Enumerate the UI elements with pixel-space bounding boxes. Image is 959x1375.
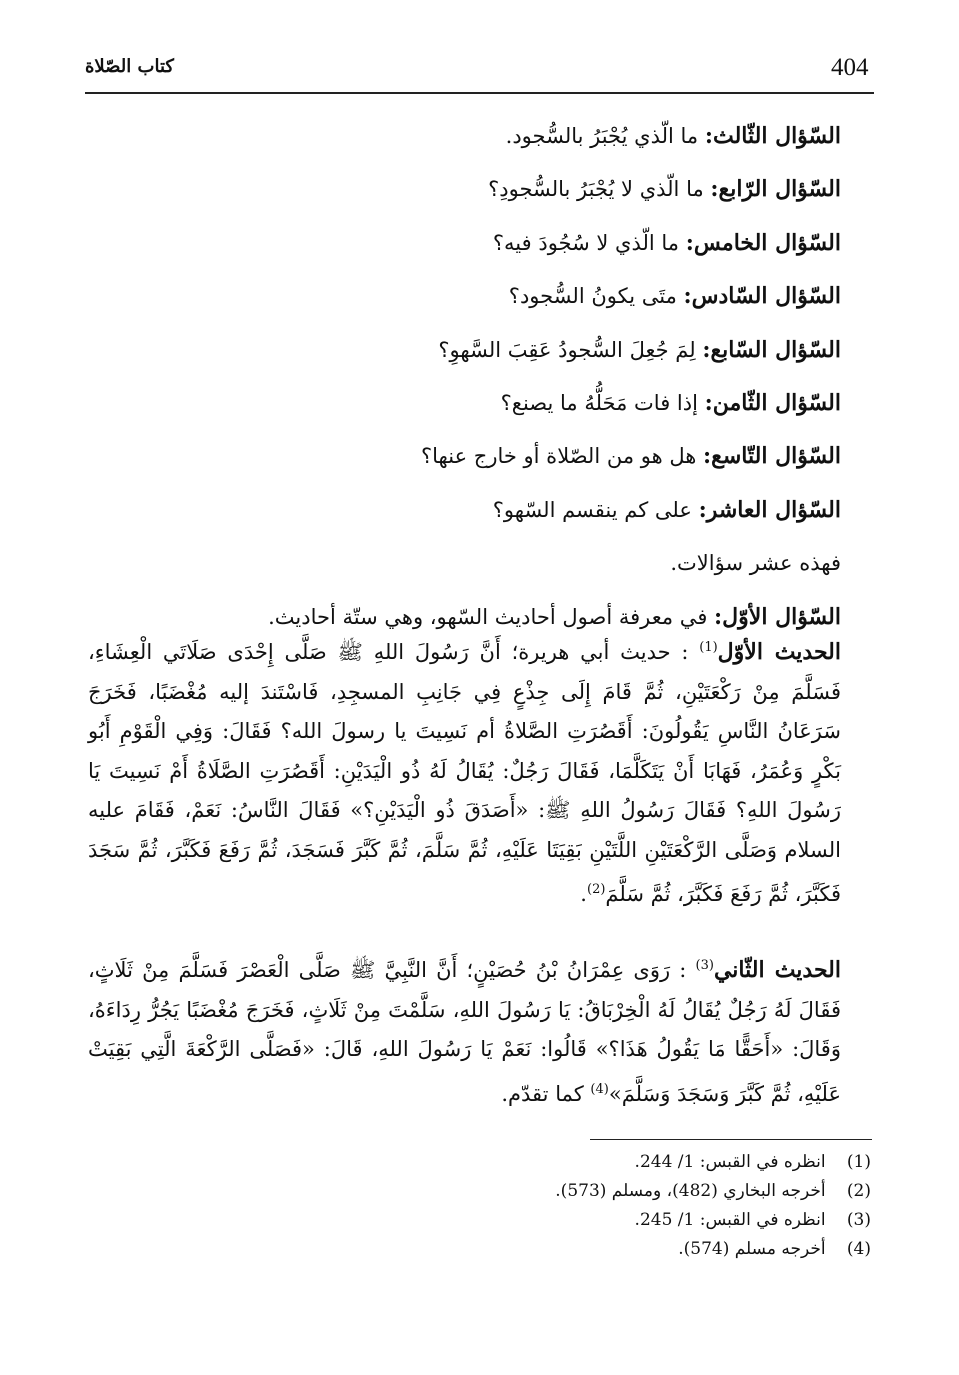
question-text: ما الّذي يُجْبَرُ بالسُّجود. bbox=[505, 124, 699, 148]
footnote-number: (3) bbox=[846, 1210, 871, 1230]
footnote-ref-4: (4) bbox=[590, 1081, 609, 1097]
question-text: متَى يكونُ السُّجود؟ bbox=[508, 284, 677, 309]
question-line bbox=[158, 324, 841, 377]
question-text: هل هو من الصّلاة أو خارج عنها؟ bbox=[421, 444, 697, 469]
questions-list bbox=[158, 110, 841, 644]
footnotes bbox=[555, 1148, 871, 1264]
footnote-text: انظره في القبس: 1/ 245. bbox=[634, 1210, 826, 1230]
question-text: ما الّذي لا سُجُودَ فيه؟ bbox=[492, 230, 680, 255]
footnote bbox=[555, 1148, 871, 1177]
question-label: السّؤال الأوّل: bbox=[714, 603, 841, 630]
running-title: كتاب الصّلاة bbox=[85, 56, 174, 77]
question-text: ما الّذي لا يُجْبَرُ بالسُّجودِ؟ bbox=[488, 177, 704, 202]
question-label: السّؤال الثّامن: bbox=[704, 389, 841, 416]
footnote-number: (2) bbox=[846, 1181, 871, 1201]
footnote-ref-2: (2) bbox=[586, 882, 606, 897]
question-line bbox=[158, 217, 841, 270]
hadith-1-paragraph bbox=[88, 628, 841, 915]
hadith-2-text: : رَوَى عِمْرَانُ بْنُ حُصَيْنٍ؛ أَنَّ النَّبِيَّ ﷺ صَلَّى الْعَصْرَ فَسَلَّمَ مِنْ ثَلَاثٍ، فَقَالَ لَهُ رَجُلٌ يُقَالُ لَهُ الْخِرْبَاقُ: يَا رَسُولَ اللهِ، سَلَّمْتَ مِنْ ثَلَاثٍ، فَخَرَجَ مُغْضَبًا يَجُرُّ رِدَاءَهُ، وَقَالَ: «أَحَقًّا مَا يَقُولُ هَذَا؟» قَالُوا: نَعَمْ يَا رَسُولَ اللهِ، قَالَ: «فَصَلَّى الرَّكْعَةَ الَّتِي بَقِيَتْ عَلَيْهِ، ثُمَّ كَبَّرَ وَسَجَدَ وَسَلَّمَ» bbox=[88, 958, 841, 1106]
question-text: فهذه عشر سؤالات. bbox=[670, 551, 841, 576]
footnote-text: أخرجه البخاري (482)، ومسلم (573). bbox=[555, 1181, 826, 1201]
page-header bbox=[85, 50, 874, 90]
hadith-2-end: كما تقدّم. bbox=[501, 1081, 591, 1106]
question-line bbox=[158, 110, 841, 163]
footnote-number: (4) bbox=[846, 1239, 871, 1259]
hadith-1-end: . bbox=[580, 882, 587, 906]
question-label: السّؤال الخامس: bbox=[685, 229, 841, 256]
question-label: السّؤال السّادس: bbox=[683, 283, 841, 310]
footnote-ref-1: (1) bbox=[699, 640, 718, 655]
footnote-number: (1) bbox=[846, 1152, 871, 1172]
question-label: السّؤال الثّالث: bbox=[704, 123, 841, 149]
hadith-1-heading: الحديث الأوّل bbox=[717, 639, 841, 665]
hadith-2-heading: الحديث الثّاني bbox=[713, 957, 841, 983]
question-text: إذا فات مَحَلُّهُ ما يصنع؟ bbox=[500, 390, 698, 415]
question-line bbox=[158, 377, 841, 430]
summary-line bbox=[158, 537, 841, 590]
footnote-divider bbox=[590, 1139, 872, 1140]
footnote-text: أخرجه مسلم (574). bbox=[678, 1239, 826, 1259]
footnote-ref-3: (3) bbox=[695, 958, 714, 973]
question-line bbox=[158, 163, 841, 216]
question-text: لِمَ جُعِلَ السُّجودُ عَقِبَ السَّهوِ؟ bbox=[438, 337, 696, 362]
footnote bbox=[555, 1177, 871, 1206]
page-number: 404 bbox=[831, 54, 869, 81]
footnote-text: انظره في القبس: 1/ 244. bbox=[634, 1152, 826, 1172]
footnote bbox=[555, 1235, 871, 1264]
header-divider bbox=[85, 92, 874, 94]
question-label: السّؤال العاشر: bbox=[698, 496, 841, 523]
question-line bbox=[158, 270, 841, 323]
footnote bbox=[555, 1206, 871, 1235]
question-text: في معرفة أصول أحاديث السّهو، وهي ستّة أحاديث. bbox=[268, 604, 708, 629]
question-line bbox=[158, 484, 841, 537]
question-label: السّؤال السّابع: bbox=[702, 336, 841, 363]
question-text: على كم ينقسم السّهو؟ bbox=[492, 497, 692, 522]
hadith-2-paragraph bbox=[88, 946, 841, 1114]
question-label: السّؤال الرّابع: bbox=[710, 176, 841, 203]
question-line bbox=[158, 430, 841, 483]
question-label: السّؤال التّاسع: bbox=[703, 443, 841, 470]
hadith-1-text: : حديث أبي هريرة؛ أَنَّ رَسُولَ اللهِ ﷺ صَلَّى إِحْدَى صَلَاتَي الْعِشَاءِ، فَسَلَّمَ مِنْ رَكْعَتَيْنِ، ثُمَّ قَامَ إِلَى جِذْعٍ فِي جَانِبِ المسجِدِ، فَاسْتَندَ إليه مُغْضَبًا، فَخَرَجَ سَرَعَانُ النَّاسِ يَقُولُونَ: أَقَصُرَتِ الصَّلاةُ أم نَسِيتَ يا رسولَ الله؟ فَقَالَ: وَفِي الْقَوْمِ أَبُو بَكْرٍ وَعُمَرُ، فَهَابَا أَنْ يَتَكَلَّمَا، فَقَالَ رَجُلٌ: يُقَالُ لَهُ ذُو الْيَدَيْنِ: أَقَصُرَتِ الصَّلَاةُ أَمْ نَسِيتَ يَا رَسُولَ اللهِ؟ فَقَالَ رَسُولُ اللهِ ﷺ: «أَصَدَقَ ذُو الْيَدَيْنِ؟» فَقَالَ النَّاسُ: نَعَمْ، فَقَامَ عليه السلام وَصَلَّى الرَّكْعَتَيْنِ اللَّتَيْنِ بَقِيَتَا عَلَيْهِ، ثُمَّ سَلَّمَ، ثُمَّ كَبَّرَ فَسَجَدَ، ثُمَّ رَفَعَ فَكَبَّرَ، ثُمَّ سَجَدَ فَكَبَّرَ، ثُمَّ رَفَعَ فَكَبَّرَ، ثُمَّ سَلَّمَ bbox=[88, 640, 841, 906]
